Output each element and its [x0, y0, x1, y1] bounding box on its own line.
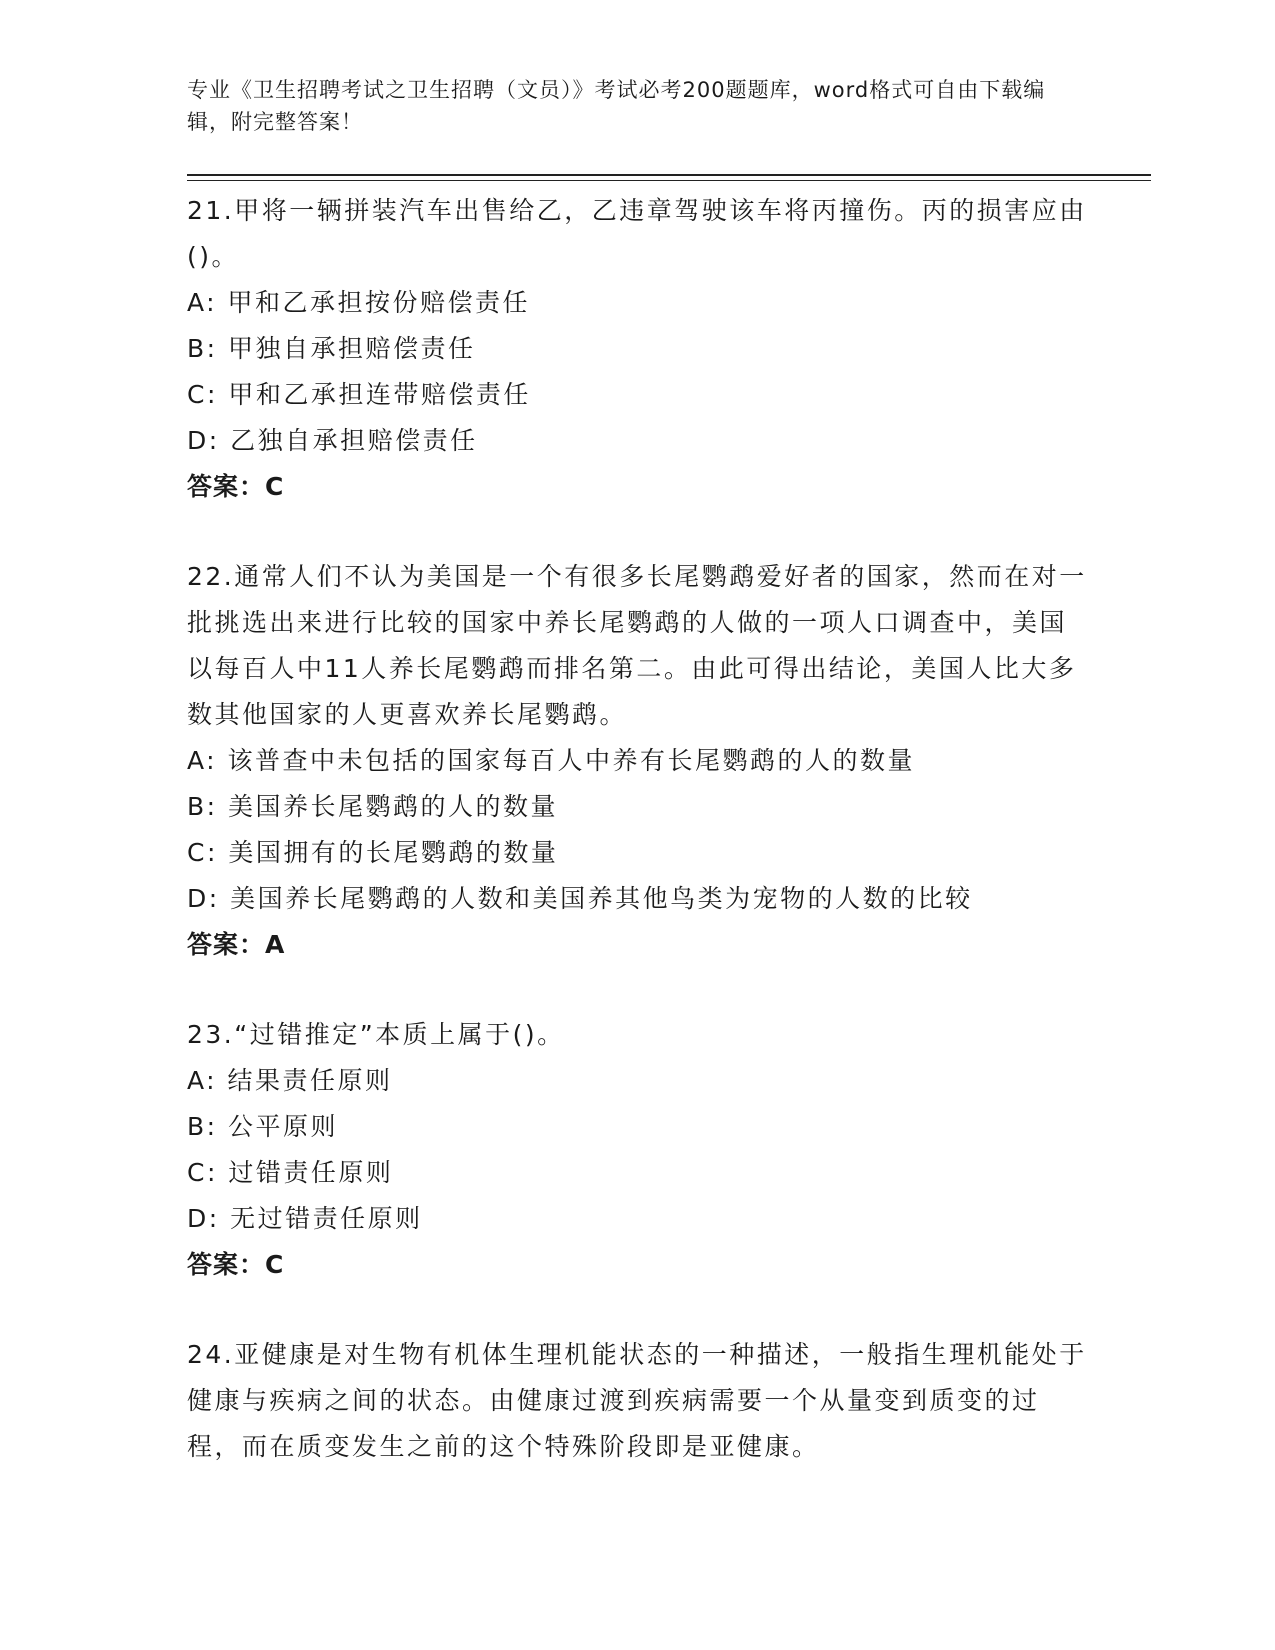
option-c: C: 甲和乙承担连带赔偿责任 — [187, 380, 531, 409]
answer: 答案：C — [187, 472, 285, 501]
option-b: B: 甲独自承担赔偿责任 — [187, 334, 476, 363]
question-text: 23.“过错推定”本质上属于()。 — [187, 1020, 565, 1049]
header-rule-thin — [187, 180, 1151, 181]
option-b: B: 美国养长尾鹦鹉的人的数量 — [187, 792, 559, 821]
answer: 答案：A — [187, 930, 286, 959]
option-d: D: 乙独自承担赔偿责任 — [187, 426, 478, 455]
option-d: D: 美国养长尾鹦鹉的人数和美国养其他鸟类为宠物的人数的比较 — [187, 884, 973, 913]
option-b: B: 公平原则 — [187, 1112, 339, 1141]
option-a: A: 结果责任原则 — [187, 1066, 393, 1095]
question-list — [187, 188, 1087, 1514]
question-23 — [187, 1012, 1087, 1288]
question-text: 21.甲将一辆拼装汽车出售给乙，乙违章驾驶该车将丙撞伤。丙的损害应由()。 — [187, 196, 1087, 271]
option-c: C: 过错责任原则 — [187, 1158, 394, 1187]
question-24 — [187, 1332, 1087, 1470]
header-rule-thick — [187, 174, 1151, 176]
question-21 — [187, 188, 1087, 510]
question-22 — [187, 554, 1087, 968]
question-text: 22.通常人们不认为美国是一个有很多长尾鹦鹉爱好者的国家，然而在对一批挑选出来进行比较的国家中养长尾鹦鹉的人做的一项人口调查中，美国以每百人中11人养长尾鹦鹉而排名第二。由此可得出结论，美国人比大多数其他国家的人更喜欢养长尾鹦鹉。 — [187, 562, 1087, 729]
question-text: 24.亚健康是对生物有机体生理机能状态的一种描述，一般指生理机能处于健康与疾病之间的状态。由健康过渡到疾病需要一个从量变到质变的过程，而在质变发生之前的这个特殊阶段即是亚健康。 — [187, 1340, 1087, 1461]
option-a: A: 甲和乙承担按份赔偿责任 — [187, 288, 531, 317]
option-c: C: 美国拥有的长尾鹦鹉的数量 — [187, 838, 559, 867]
option-d: D: 无过错责任原则 — [187, 1204, 423, 1233]
answer: 答案：C — [187, 1250, 285, 1279]
option-a: A: 该普查中未包括的国家每百人中养有长尾鹦鹉的人的数量 — [187, 746, 916, 775]
document-header: 专业《卫生招聘考试之卫生招聘（文员）》考试必考200题题库，word格式可自由下载编辑，附完整答案！ — [187, 78, 1046, 134]
